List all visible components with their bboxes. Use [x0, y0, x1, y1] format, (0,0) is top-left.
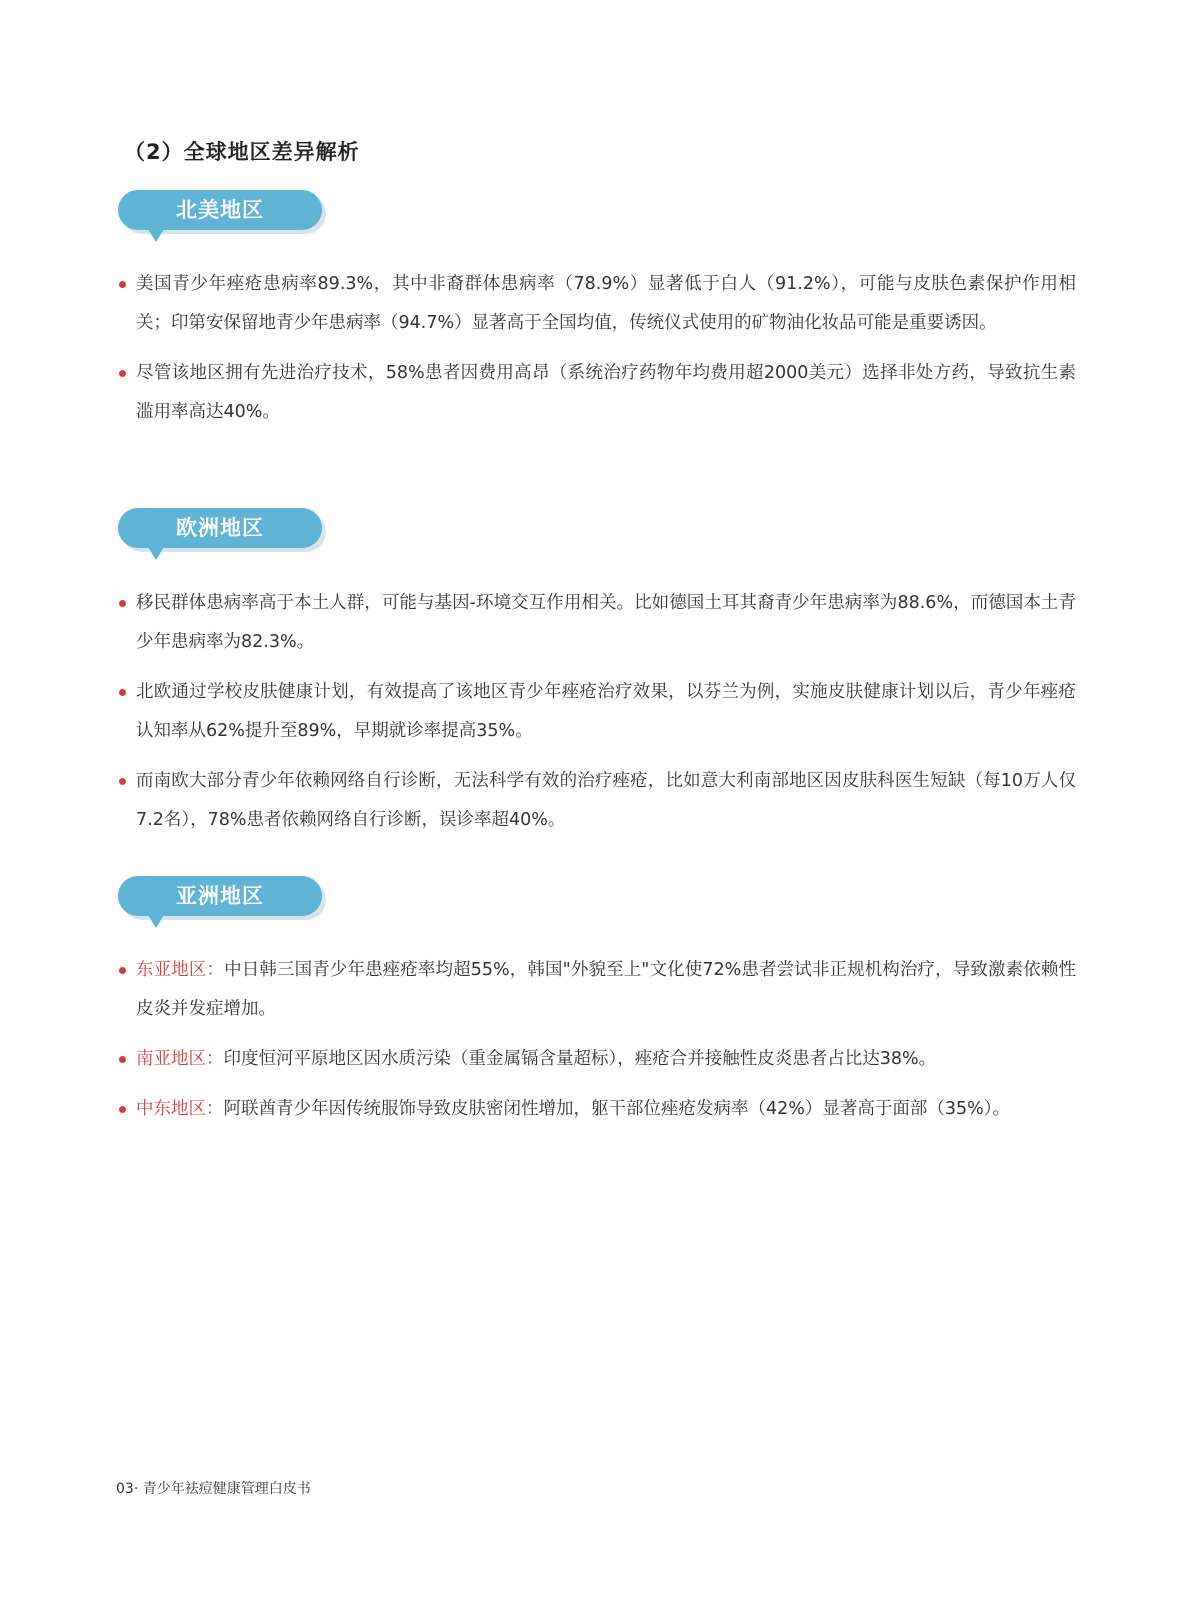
list-item	[116, 584, 1076, 662]
list-item-text: 北欧通过学校皮肤健康计划，有效提高了该地区青少年痤疮治疗效果，以芬兰为例，实施皮肤健康计划以后，青少年痤疮认知率从62%提升至89%，早期就诊率提高35%。	[136, 682, 1076, 741]
bullet-dot-icon	[119, 967, 126, 974]
list-item	[116, 762, 1076, 840]
list-item-text: 移民群体患病率高于本土人群，可能与基因-环境交互作用相关。比如德国土耳其裔青少年患病率为88.6%，而德国本土青少年患病率为82.3%。	[136, 593, 1076, 652]
list-item-text: 尽管该地区拥有先进治疗技术，58%患者因费用高昂（系统治疗药物年均费用超2000美元）选择非处方药，导致抗生素滥用率高达40%。	[136, 363, 1076, 422]
region-tag-label: 欧洲地区	[176, 516, 264, 540]
subregion-label: 东亚地区：	[136, 960, 225, 980]
region-tag-asia	[118, 876, 326, 920]
bullet-dot-icon	[119, 281, 126, 288]
bullet-dot-icon	[119, 689, 126, 696]
list-item	[116, 673, 1076, 751]
list-item-text: 阿联酋青少年因传统服饰导致皮肤密闭性增加，躯干部位痤疮发病率（42%）显著高于面部（35%）。	[223, 1099, 1011, 1119]
north-america-list	[116, 265, 1076, 443]
page-footer: 03· 青少年祛痘健康管理白皮书	[116, 1481, 311, 1497]
bullet-dot-icon	[119, 1056, 126, 1063]
bullet-dot-icon	[119, 1106, 126, 1113]
list-item	[116, 265, 1076, 343]
list-item-text: 而南欧大部分青少年依赖网络自行诊断，无法科学有效的治疗痤疮，比如意大利南部地区因皮肤科医生短缺（每10万人仅7.2名），78%患者依赖网络自行诊断，误诊率超40%。	[136, 771, 1076, 830]
subregion-label: 中东地区：	[136, 1099, 224, 1119]
list-item	[116, 1090, 1076, 1129]
asia-list	[116, 951, 1076, 1140]
bullet-dot-icon	[119, 778, 126, 785]
list-item	[116, 951, 1076, 1029]
list-item	[116, 1040, 1076, 1079]
bullet-dot-icon	[119, 600, 126, 607]
region-tag-north-america	[118, 190, 326, 234]
list-item	[116, 354, 1076, 432]
bullet-dot-icon	[119, 370, 126, 377]
list-item-text: 印度恒河平原地区因水质污染（重金属镉含量超标），痤疮合并接触性皮炎患者占比达38%。	[223, 1049, 937, 1069]
region-tag-label: 北美地区	[176, 198, 264, 222]
europe-list	[116, 584, 1076, 851]
list-item-text: 美国青少年痤疮患病率89.3%，其中非裔群体患病率（78.9%）显著低于白人（91.2%），可能与皮肤色素保护作用相关；印第安保留地青少年患病率（94.7%）显著高于全国均值，传统仪式使用的矿物油化妆品可能是重要诱因。	[136, 274, 1076, 333]
section-heading: （2）全球地区差异解析	[124, 140, 360, 164]
list-item-text: 中日韩三国青少年患痤疮率均超55%，韩国"外貌至上"文化使72%患者尝试非正规机构治疗，导致激素依赖性皮炎并发症增加。	[136, 960, 1077, 1019]
region-tag-europe	[118, 508, 326, 552]
subregion-label: 南亚地区：	[136, 1049, 224, 1069]
region-tag-label: 亚洲地区	[176, 884, 264, 908]
